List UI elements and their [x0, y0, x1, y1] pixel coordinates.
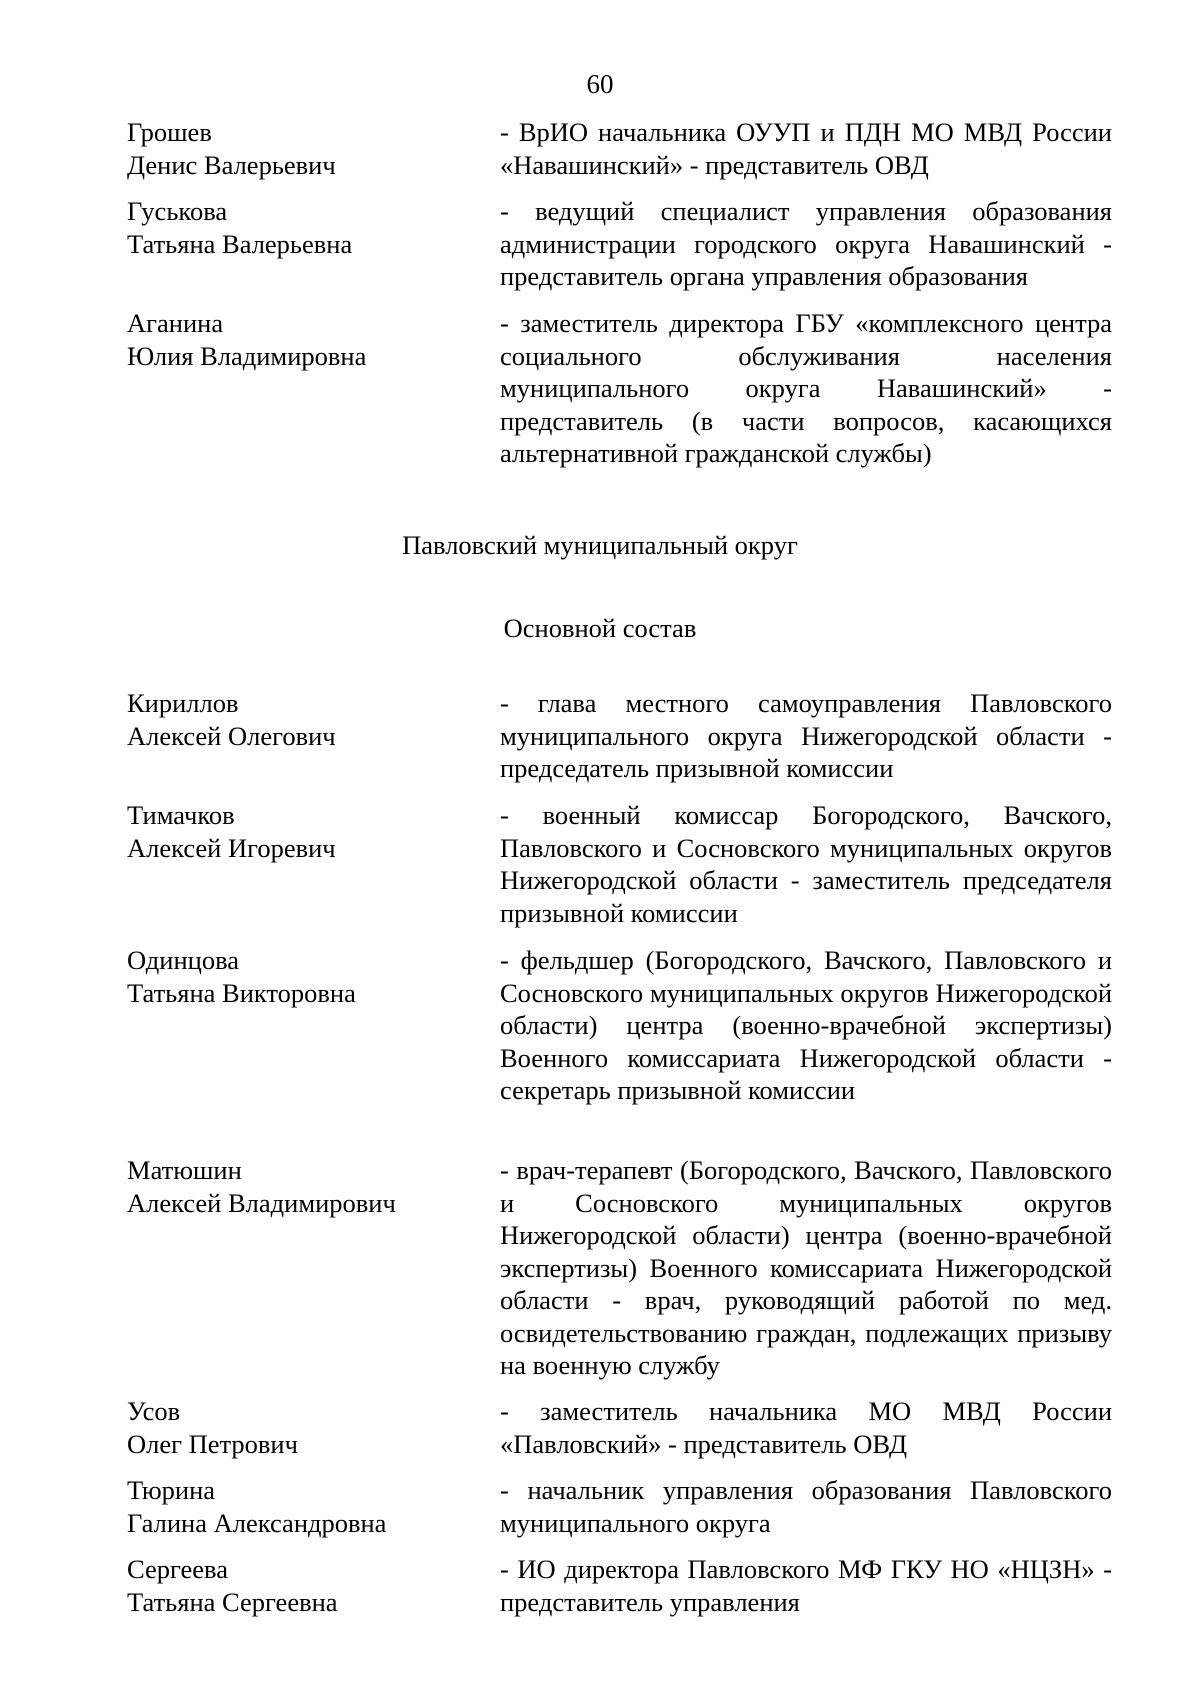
- member-role: - фельдшер (Богородского, Вачского, Павловского и Сосновского муниципальных округов Нижегородской области) центра (военно-врачебной экспертизы) Военного комиссариата Нижегородской области - секретарь призывной комиссии: [500, 945, 1112, 1105]
- member-given-names: Алексей Олегович: [127, 720, 336, 751]
- member-role: - глава местного самоуправления Павловского муниципального округа Нижегородской области - председатель призывной комиссии: [500, 688, 1112, 783]
- member-given-names: Олег Петрович: [127, 1428, 298, 1459]
- member-surname: Грошев: [127, 117, 212, 147]
- district-title: Павловский муниципальный округ: [402, 530, 798, 560]
- member-given-names: Татьяна Викторовна: [127, 977, 356, 1008]
- member-name: [127, 1395, 487, 1460]
- member-given-names: Алексей Игоревич: [127, 832, 336, 863]
- member-surname: Аганина: [127, 308, 224, 338]
- member-name: [127, 944, 487, 1009]
- member-surname: Тимачков: [127, 800, 235, 830]
- member-name: [127, 1474, 487, 1539]
- member-name: [127, 799, 487, 864]
- member-role: - врач-терапевт (Богородского, Вачского, Павловского и Сосновского муниципальных округов Нижегородской области) центра (военно-врачебной экспертизы) Военного комиссариата Нижегородской области - врач, руководящий работой по мед. освидетельствованию граждан, подлежащих призыву на военную службу: [500, 1155, 1112, 1380]
- member-given-names: Татьяна Валерьевна: [127, 228, 353, 259]
- page-number: 60: [586, 69, 614, 99]
- composition-subtitle: Основной состав: [503, 613, 697, 643]
- member-surname: Сергеева: [127, 1554, 228, 1584]
- member-given-names: Татьяна Сергеевна: [127, 1586, 338, 1617]
- member-surname: Гуськова: [127, 196, 228, 226]
- member-role: - заместитель директора ГБУ «комплексного центра социального обслуживания населения муниципального округа Навашинский» - представитель (в части вопросов, касающихся альтернативной гражданской службы): [500, 308, 1112, 468]
- member-given-names: Галина Александровна: [127, 1507, 387, 1538]
- member-surname: Одинцова: [127, 945, 239, 975]
- member-role: - военный комиссар Богородского, Вачского, Павловского и Сосновского муниципальных округов Нижегородской области - заместитель председателя призывной комиссии: [500, 800, 1112, 928]
- member-surname: Усов: [127, 1396, 181, 1426]
- member-surname: Кириллов: [127, 688, 239, 718]
- member-role: - начальник управления образования Павловского муниципального округа: [500, 1475, 1112, 1538]
- member-name: [127, 1154, 487, 1219]
- member-surname: Тюрина: [127, 1475, 216, 1505]
- member-name: [127, 116, 487, 181]
- member-name: [127, 195, 487, 260]
- member-role: - заместитель начальника МО МВД России «Павловский» - представитель ОВД: [500, 1396, 1112, 1459]
- member-name: [127, 1553, 487, 1618]
- member-name: [127, 307, 487, 372]
- member-given-names: Юлия Владимировна: [127, 340, 367, 371]
- member-surname: Матюшин: [127, 1155, 242, 1185]
- member-role: - ВрИО начальника ОУУП и ПДН МО МВД России «Навашинский» - представитель ОВД: [500, 117, 1112, 180]
- member-given-names: Денис Валерьевич: [127, 149, 336, 180]
- member-name: [127, 687, 487, 752]
- member-role: - ведущий специалист управления образования администрации городского округа Навашинский - представитель органа управления образования: [500, 196, 1112, 291]
- member-given-names: Алексей Владимирович: [127, 1187, 396, 1218]
- member-role: - ИО директора Павловского МФ ГКУ НО «НЦЗН» - представитель управления: [500, 1554, 1112, 1617]
